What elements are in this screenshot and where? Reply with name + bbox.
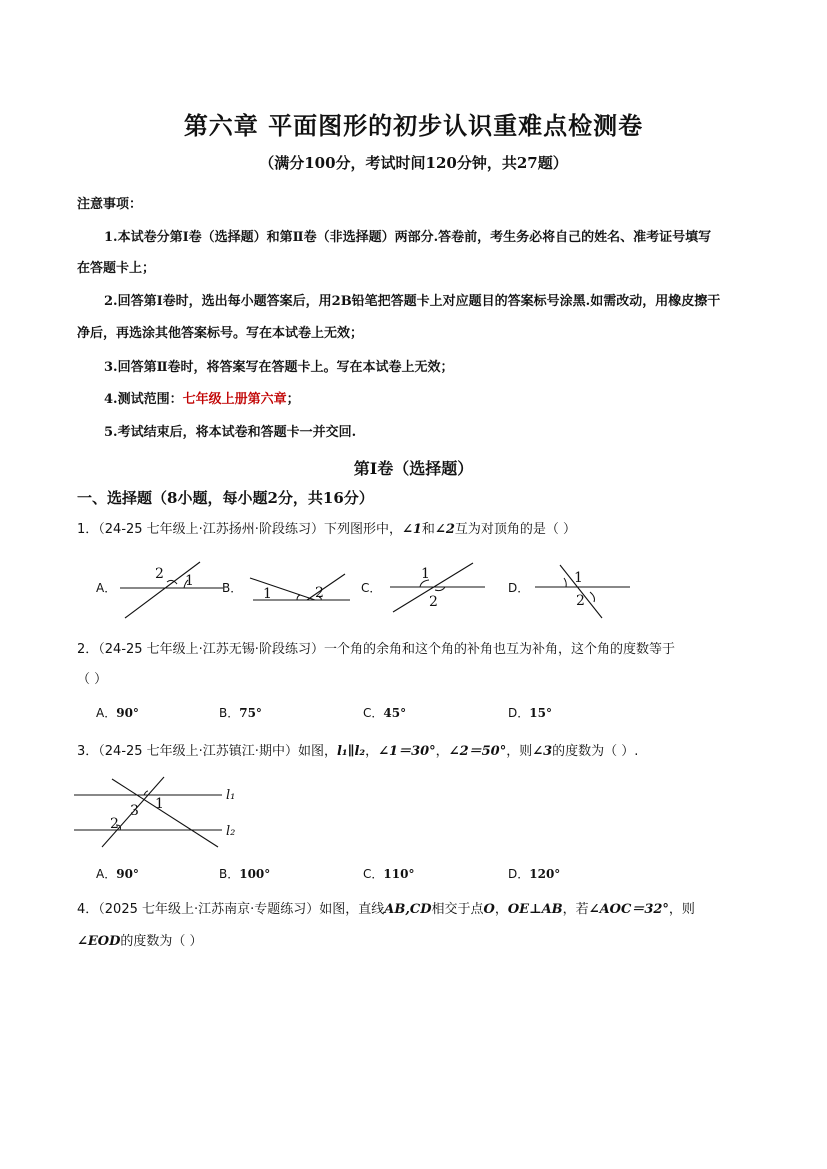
page-subtitle: （满分100分，考试时间120分钟，共27题）	[259, 154, 568, 172]
angle-2: ∠2	[434, 522, 455, 537]
notice-heading: 注意事项：	[77, 197, 143, 212]
q1-figure-b	[245, 560, 355, 610]
angle-eod: ∠EOD	[77, 934, 121, 949]
angle-3: ∠3	[532, 744, 553, 759]
q1-figure-d	[530, 560, 635, 620]
q1-figure-c	[385, 560, 490, 620]
q3-option-d: D．120°	[508, 867, 561, 881]
q2-option-c: C．45°	[363, 706, 407, 720]
notice-item-2-cont: 净后，再选涂其他答案标号。写在本试卷上无效；	[77, 326, 364, 341]
question-1: 1．（24-25 七年级上·江苏扬州·阶段练习）下列图形中，∠1和∠2互为对顶角的是（ ）	[77, 522, 577, 537]
notice-item-1: 1.本试卷分第Ⅰ卷（选择题）和第Ⅱ卷（非选择题）两部分.答卷前，考生务必将自己的姓名、准考证号填写	[104, 230, 712, 245]
q3-option-a: A．90°	[96, 867, 139, 881]
q3-option-b: B．100°	[219, 867, 271, 881]
notice-item-4-end: ；	[286, 392, 300, 407]
q1d-label-1: 1	[574, 570, 583, 586]
question-4: 4．（2025 七年级上·江苏南京·专题练习）如图，直线AB,CD相交于点O，OE⊥AB，若∠AOC＝32°，则	[77, 902, 695, 917]
q3-label-l2: l₂	[226, 824, 236, 839]
q2-option-a: A．90°	[96, 706, 139, 720]
q2-option-d: D．15°	[508, 706, 552, 720]
q3-label-1: 1	[155, 796, 164, 812]
question-4-cont: ∠EOD的度数为（ ）	[77, 934, 203, 949]
q3-figure	[72, 775, 252, 855]
question-3: 3．（24-25 七年级上·江苏镇江·期中）如图，l₁∥l₂，∠1＝30°，∠2＝50°，则∠3的度数为（ ）.	[77, 744, 639, 759]
notice-item-1-cont: 在答题卡上；	[77, 261, 156, 276]
point-o: O	[483, 902, 495, 917]
notice-item-4-label: 4.测试范围：	[104, 392, 183, 407]
q1c-label-2: 2	[429, 594, 438, 610]
question-2-cont: （ ）	[77, 672, 108, 687]
q2-option-b: B．75°	[219, 706, 262, 720]
q1d-label-2: 2	[576, 593, 585, 609]
lines-ab-cd: AB,CD	[384, 902, 432, 917]
notice-item-2: 2.回答第Ⅰ卷时，选出每小题答案后，用2B铅笔把答题卡上对应题目的答案标号涂黑.如需改动，用橡皮擦干	[104, 294, 721, 309]
q1-option-a: A．	[96, 581, 117, 595]
q3-option-c: C．110°	[363, 867, 415, 881]
q1-option-c: C．	[361, 581, 382, 595]
test-scope: 七年级上册第六章	[182, 392, 287, 407]
notice-item-4	[104, 388, 300, 407]
q1-option-d: D．	[508, 581, 530, 595]
q3-label-l1: l₁	[226, 788, 236, 803]
q1a-label-1: 1	[185, 573, 194, 589]
part-title: 一、选择题（8小题，每小题2分，共16分）	[77, 489, 374, 507]
q1-figure-a	[115, 560, 225, 620]
section-title: 第Ⅰ卷（选择题）	[353, 459, 474, 478]
page-title: 第六章 平面图形的初步认识重难点检测卷	[183, 111, 644, 140]
angle-2-condition: ∠2＝50°	[448, 744, 507, 759]
parallel-condition: l₁∥l₂	[336, 744, 366, 759]
q1c-label-1: 1	[421, 566, 430, 582]
notice-item-5: 5.考试结束后，将本试卷和答题卡一并交回.	[104, 425, 357, 440]
q3-label-2: 2	[110, 816, 119, 832]
notice-item-3: 3.回答第Ⅱ卷时，将答案写在答题卡上。写在本试卷上无效；	[104, 360, 454, 375]
q1b-label-1: 1	[263, 586, 272, 602]
angle-1-condition: ∠1＝30°	[378, 744, 436, 759]
perpendicular-condition: OE⊥AB	[507, 902, 563, 917]
angle-1: ∠1	[401, 522, 422, 537]
question-2: 2．（24-25 七年级上·江苏无锡·阶段练习）一个角的余角和这个角的补角也互为补角，这个角的度数等于	[77, 642, 675, 657]
q1a-label-2: 2	[155, 566, 164, 582]
angle-aoc-condition: ∠AOC＝32°	[588, 902, 669, 917]
q3-label-3: 3	[130, 803, 139, 819]
q1b-label-2: 2	[315, 585, 324, 601]
q1-option-b: B．	[222, 581, 243, 595]
